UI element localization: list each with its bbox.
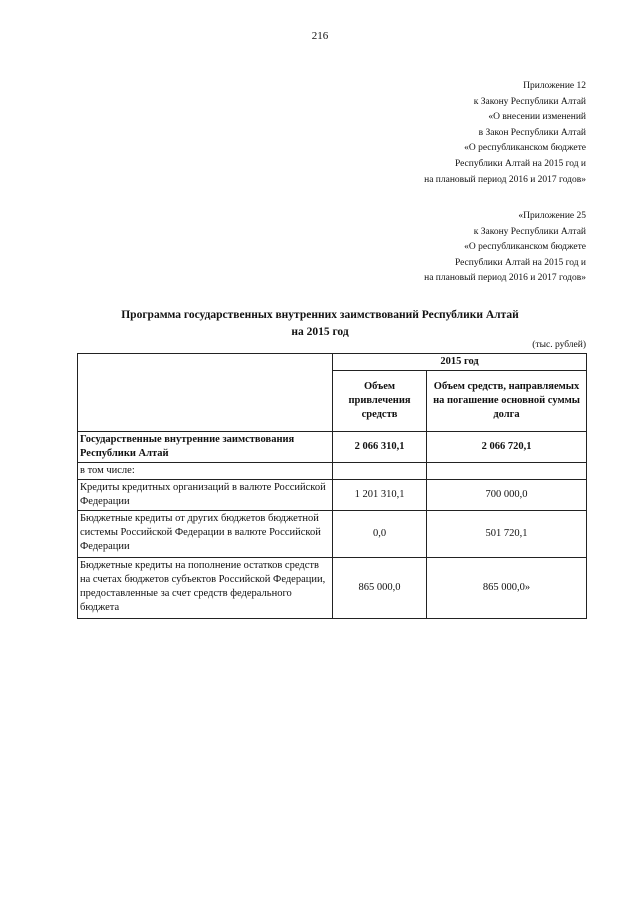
row-value-repayment <box>427 463 587 480</box>
annex-line: Республики Алтай на 2015 год и <box>454 158 586 169</box>
page-number: 216 <box>311 30 329 42</box>
annex-line: к Закону Республики Алтай <box>473 226 586 237</box>
row-value-attraction: 2 066 310,1 <box>333 432 427 463</box>
annex-line: в Закон Республики Алтай <box>478 127 586 138</box>
header-repayment-volume: Объем средств, направляемых на погашение основной суммы долга <box>427 371 587 432</box>
annex-line: «О республиканском бюджете <box>464 242 586 253</box>
header-year: 2015 год <box>333 354 587 371</box>
row-value-repayment: 501 720,1 <box>427 511 587 558</box>
units-label: (тыс. рублей) <box>532 340 586 350</box>
header-empty-cell <box>78 354 333 432</box>
annex-line: «О республиканском бюджете <box>464 143 586 154</box>
row-label: Бюджетные кредиты на пополнение остатков средств на счетах бюджетов субъектов Российской Федерации, предоставленные за счет средств федерального бюджета <box>78 558 333 619</box>
annex-line: к Закону Республики Алтай <box>473 96 586 107</box>
annex-header-current <box>424 79 586 188</box>
row-label: Бюджетные кредиты от других бюджетов бюджетной системы Российской Федерации в валюте Российской Федерации <box>78 511 333 558</box>
row-value-attraction: 1 201 310,1 <box>333 480 427 511</box>
title-line: на 2015 год <box>291 326 349 338</box>
borrowing-program-table <box>77 353 587 619</box>
table-header-row <box>78 354 587 371</box>
annex-line: «Приложение 25 <box>518 211 586 221</box>
annex-line: Республики Алтай на 2015 год и <box>454 257 586 268</box>
row-value-attraction <box>333 463 427 480</box>
row-value-repayment: 700 000,0 <box>427 480 587 511</box>
annex-line: Приложение 12 <box>523 81 586 91</box>
title-line: Программа государственных внутренних заимствований Республики Алтай <box>121 309 519 321</box>
row-label: Кредиты кредитных организаций в валюте Российской Федерации <box>78 480 333 511</box>
row-label: Государственные внутренние заимствования Республики Алтай <box>78 432 333 463</box>
annex-header-previous <box>424 209 586 287</box>
row-label: в том числе: <box>78 463 333 480</box>
row-value-attraction: 0,0 <box>333 511 427 558</box>
table-row <box>78 432 587 463</box>
row-value-repayment: 2 066 720,1 <box>427 432 587 463</box>
annex-line: «О внесении изменений <box>488 112 586 123</box>
document-title <box>0 307 640 341</box>
row-value-attraction: 865 000,0 <box>333 558 427 619</box>
annex-line: на плановый период 2016 и 2017 годов» <box>424 174 586 185</box>
header-attraction-volume: Объем привлечения средств <box>333 371 427 432</box>
row-value-repayment: 865 000,0» <box>427 558 587 619</box>
annex-line: на плановый период 2016 и 2017 годов» <box>424 273 586 284</box>
table-row <box>78 480 587 511</box>
table-row <box>78 463 587 480</box>
table-row <box>78 511 587 558</box>
table-row <box>78 558 587 619</box>
